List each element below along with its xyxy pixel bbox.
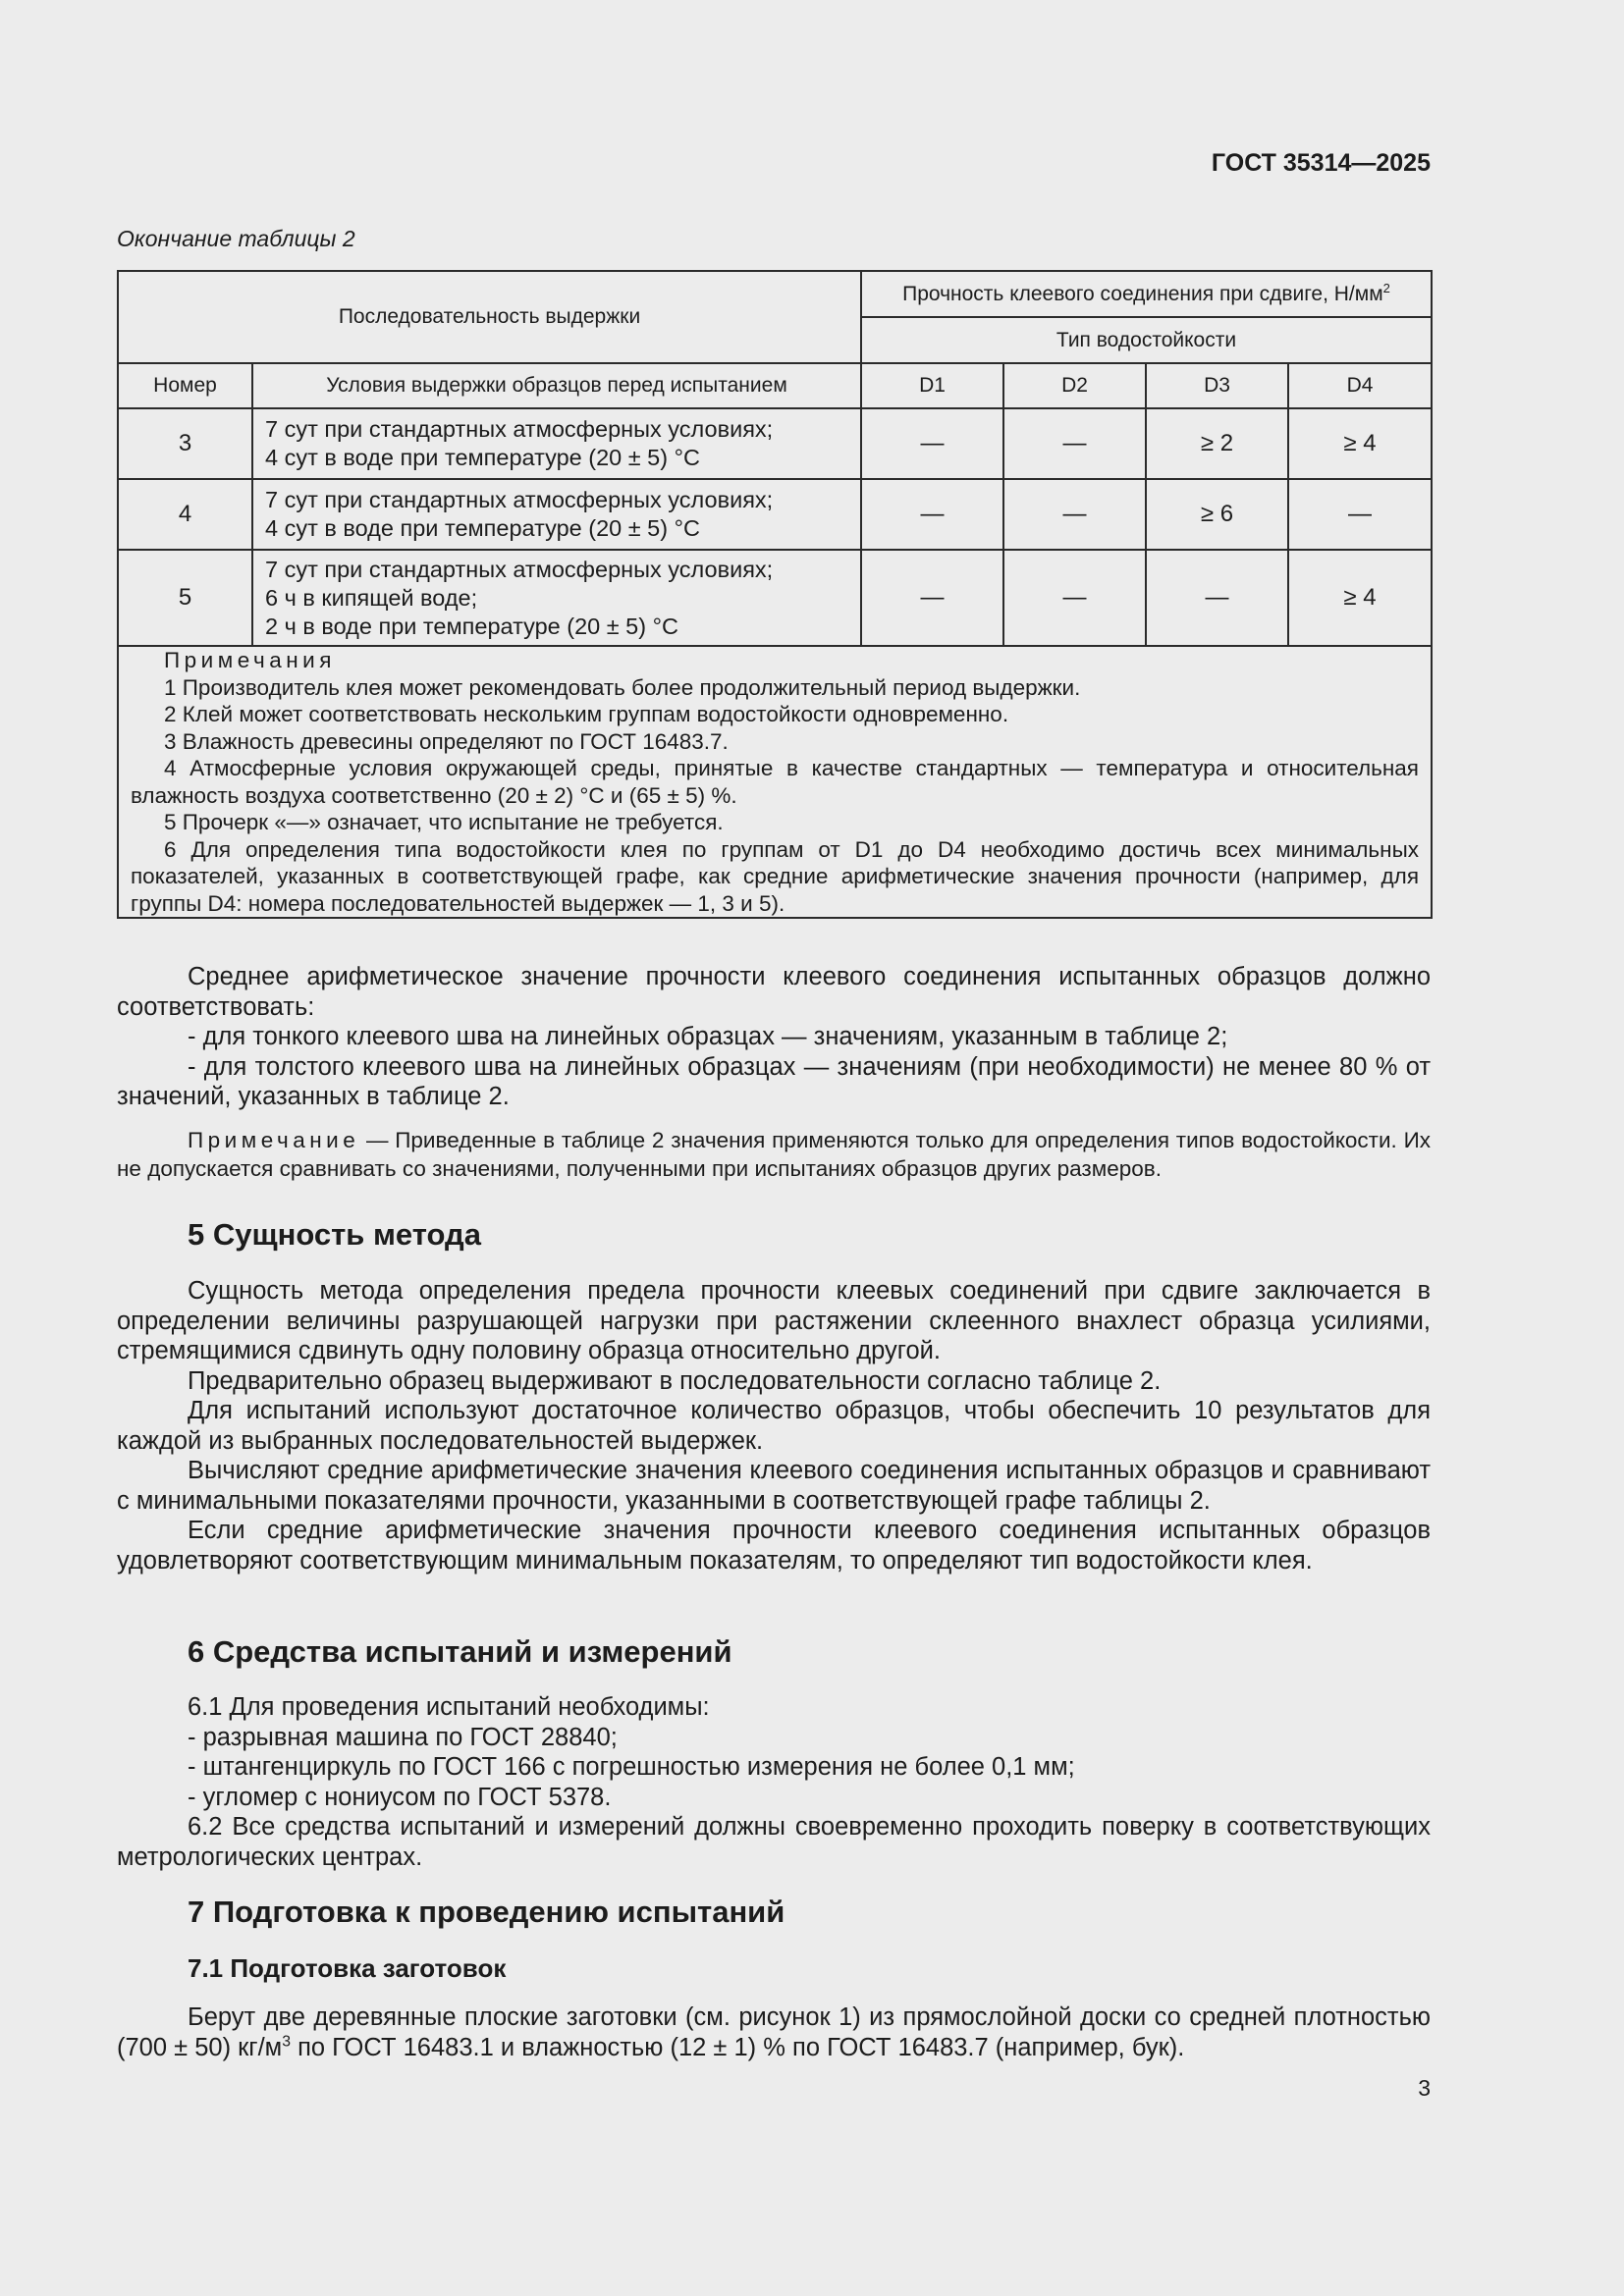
header-sequence: Последовательность выдержки: [118, 271, 861, 363]
after-table-text: [117, 962, 1431, 1183]
note-item: 2 Клей может соответствовать нескольким группам водостойкости одновременно.: [164, 702, 1009, 726]
header-water-resistance-type: Тип водостойкости: [861, 317, 1432, 363]
list-item: - штангенциркуль по ГОСТ 166 с погрешностью измерения не более 0,1 мм;: [188, 1753, 1075, 1781]
note-item: 5 Прочерк «—» означает, что испытание не требуется.: [164, 810, 724, 834]
subsection-7-1-title: 7.1 Подготовка заготовок: [188, 1953, 507, 1983]
paragraph: 6.2 Все средства испытаний и измерений должны своевременно проходить поверку в соответствующих метрологических центрах.: [117, 1813, 1431, 1871]
table-row: 3 7 сут при стандартных атмосферных условиях; 4 сут в воде при температуре (20 ± 5) °С — — ≥ 2 ≥ 4: [118, 408, 1432, 479]
note-item: 3 Влажность древесины определяют по ГОСТ 16483.7.: [164, 728, 729, 754]
paragraph: Берут две деревянные плоские заготовки (см. рисунок 1) из прямослойной доски со средней плотностью (700 ± 50) $кг/м^3$ по ГОСТ 16483.1 и влажностью (12 ± 1) % по ГОСТ 16483.7 (например, бук).: [117, 2003, 1431, 2061]
table-row: 4 7 сут при стандартных атмосферных условиях; 4 сут в воде при температуре (20 ± 5) °С — — ≥ 6 —: [118, 479, 1432, 550]
list-item: - для тонкого клеевого шва на линейных образцах — значениям, указанным в таблице 2;: [188, 1023, 1228, 1050]
paragraph: 6.1 Для проведения испытаний необходимы:: [188, 1693, 710, 1721]
list-item: - для толстого клеевого шва на линейных образцах — значениям (при необходимости) не менее 80 % от значений, указанных в таблице 2.: [117, 1052, 1431, 1110]
note-paragraph: Примечание — Приведенные в таблице 2 значения применяются только для определения типов водостойкости. Их не допускается сравнивать со значениями, полученными при испытаниях образцов других размеров.: [117, 1127, 1431, 1181]
header-d4: D4: [1288, 363, 1432, 408]
header-number: Номер: [118, 363, 252, 408]
section-6-title: 6 Средства испытаний и измерений: [188, 1634, 732, 1669]
paragraph: Для испытаний используют достаточное количество образцов, чтобы обеспечить 10 результатов для каждой из выбранных последовательностей выдержек.: [117, 1397, 1431, 1455]
paragraph: Среднее арифметическое значение прочности клеевого соединения испытанных образцов должно соответствовать:: [117, 963, 1431, 1021]
note-item: 4 Атмосферные условия окружающей среды, принятые в качестве стандартных — температура и относительная влажность воздуха соответственно (20 ± 2) °С и (65 ± 5) %.: [131, 756, 1419, 808]
header-conditions: Условия выдержки образцов перед испытанием: [252, 363, 861, 408]
list-item: - разрывная машина по ГОСТ 28840;: [188, 1723, 618, 1751]
table-notes: [118, 646, 1432, 918]
section-5-title: 5 Сущность метода: [188, 1217, 481, 1252]
header-strength: Прочность клеевого соединения при сдвиге, $Н/мм^2$: [861, 271, 1432, 317]
table-caption: Окончание таблицы 2: [117, 226, 355, 251]
section-5-body: [117, 1276, 1431, 1575]
paragraph: Вычисляют средние арифметические значения клеевого соединения испытанных образцов и сравнивают с минимальными показателями прочности, указанными в соответствующей графе таблицы 2.: [117, 1457, 1431, 1515]
notes-title: Примечания: [164, 648, 336, 672]
document-code: ГОСТ 35314—2025: [1211, 149, 1431, 177]
paragraph: Предварительно образец выдерживают в последовательности согласно таблице 2.: [188, 1366, 1162, 1395]
paragraph: Если средние арифметические значения прочности клеевого соединения испытанных образцов удовлетворяют соответствующим минимальным показателям, то определяют тип водостойкости клея.: [117, 1517, 1431, 1575]
section-7-body: [117, 2002, 1431, 2062]
page-number: 3: [1418, 2075, 1431, 2101]
note-item: 1 Производитель клея может рекомендовать более продолжительный период выдержки.: [164, 674, 1081, 700]
header-d1: D1: [861, 363, 1003, 408]
table-row: 5 7 сут при стандартных атмосферных условиях; 6 ч в кипящей воде; 2 ч в воде при температуре (20 ± 5) °С — — — ≥ 4: [118, 550, 1432, 646]
note-item: 6 Для определения типа водостойкости клея по группам от D1 до D4 необходимо достичь всех минимальных показателей, указанных в соответствующей графе, как средние арифметические значения прочности (например, для группы D4: номера последовательностей выдержек — 1, 3 и 5).: [131, 836, 1419, 916]
table-2: [117, 270, 1433, 919]
header-d3: D3: [1146, 363, 1288, 408]
header-d2: D2: [1003, 363, 1146, 408]
section-6-body: [117, 1692, 1431, 1872]
section-7-title: 7 Подготовка к проведению испытаний: [188, 1895, 785, 1929]
list-item: - угломер с нониусом по ГОСТ 5378.: [188, 1783, 612, 1811]
paragraph: Сущность метода определения предела прочности клеевых соединений при сдвиге заключается в определении величины разрушающей нагрузки при растяжении склеенного внахлест образца усилиями, стремящимися сдвинуть одну половину образца относительно другой.: [117, 1277, 1431, 1364]
